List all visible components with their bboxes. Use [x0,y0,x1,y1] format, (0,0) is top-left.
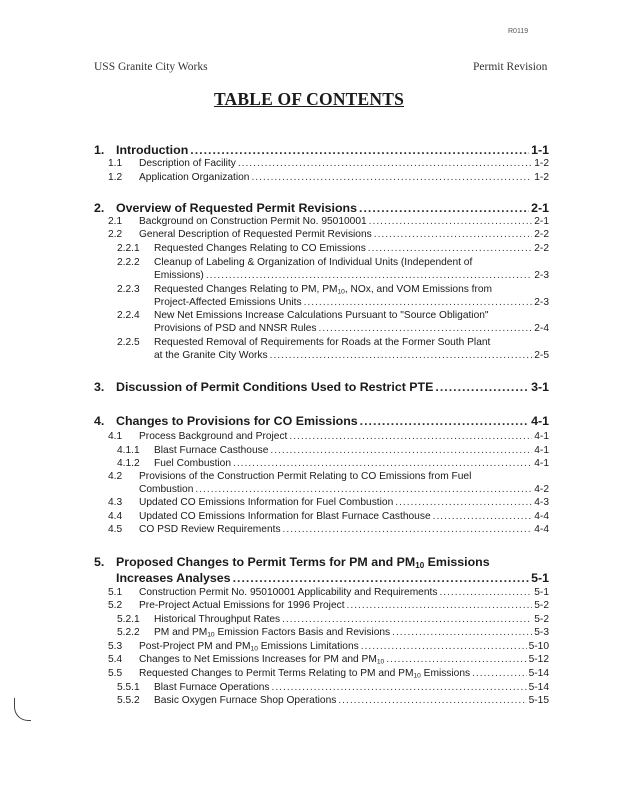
toc-title: New Net Emissions Increase Calculations Pursuant to "Source Obligation" [154,310,489,321]
toc-entry-2-2-4 [117,310,489,321]
dot-leader [386,654,526,665]
toc-title: Cleanup of Labeling & Organization of Individual Units (Independent of [154,257,473,268]
header-facility-name: USS Granite City Works [94,61,208,73]
dot-leader [190,143,529,157]
toc-title-pre: Post-Project PM and PM [139,641,251,652]
toc-number: 1.1 [108,158,123,169]
toc-number: 4.1.2 [117,458,140,469]
toc-title-pre: Changes to Net Emissions Increases for PM and PM [139,654,377,665]
toc-number: 2.2.5 [117,337,140,348]
dot-leader [472,668,527,679]
page-title: TABLE OF CONTENTS [213,89,405,109]
toc-title-continued: Project-Affected Emissions Units [154,297,302,308]
dot-leader [368,243,532,254]
subscript: 10 [250,645,258,652]
dot-leader [251,172,532,183]
toc-title: General Description of Requested Permit Revisions [139,229,372,240]
toc-title: Provisions of the Construction Permit Relating to CO Emissions from Fuel [139,471,472,482]
toc-number: 4. [94,414,105,428]
toc-title: CO PSD Review Requirements [139,524,281,535]
toc-title: Basic Oxygen Furnace Shop Operations [154,695,337,706]
toc-entry-2-2-2 [117,257,472,268]
toc-page: 4-4 [534,524,549,535]
toc-page: 2-4 [534,323,549,334]
toc-title: Process Background and Project [139,431,288,442]
toc-title: Pre-Project Actual Emissions for 1996 Project [139,600,345,611]
toc-entry-5-5-1 [117,682,549,693]
toc-entry-2 [94,201,549,215]
toc-entry-4-1-1 [117,445,549,456]
toc-title [154,627,390,638]
toc-number: 2.2.2 [117,257,140,268]
dot-leader [395,497,532,508]
toc-title: Application Organization [139,172,250,183]
toc-page: 2-3 [534,270,549,281]
toc-title [139,641,359,652]
toc-title: Background on Construction Permit No. 95010001 [139,216,367,227]
toc-number: 5.5.2 [117,695,140,706]
scan-margin-mark [14,698,31,721]
toc-number: 4.4 [108,511,123,522]
dot-leader [233,571,530,585]
toc-page: 3-1 [531,380,549,394]
toc-title: Overview of Requested Permit Revisions [116,201,358,215]
toc-page: 2-2 [534,229,549,240]
dot-leader [304,297,533,308]
toc-page: 1-2 [534,158,549,169]
toc-number: 5.5 [108,668,123,679]
dot-leader [338,695,526,706]
toc-number: 5.2.2 [117,627,140,638]
toc-page: 2-2 [534,243,549,254]
toc-entry-4-1-2 [117,458,549,469]
toc-entry-5-cont [116,571,549,585]
toc-entry-5-2 [108,600,549,611]
toc-number: 5.2.1 [117,614,140,625]
toc-title: Introduction [116,143,189,157]
toc-title: Updated CO Emissions Information for Blast Furnace Casthouse [139,511,431,522]
toc-page: 4-1 [534,445,549,456]
toc-title-rest: Emissions [424,555,490,569]
dot-leader [270,350,533,361]
header-document-type: Permit Revision [473,61,548,73]
toc-page: 2-1 [531,201,549,215]
toc-number: 5.2 [108,600,123,611]
toc-entry-2-1 [108,216,549,227]
toc-title: Blast Furnace Operations [154,682,270,693]
toc-title-pre: PM and PM [154,627,208,638]
toc-number: 1. [94,143,105,157]
toc-entry-4 [94,414,549,428]
toc-page: 5-2 [534,600,549,611]
subscript: 10 [413,672,421,679]
toc-title: Construction Permit No. 95010001 Applicability and Requirements [139,587,438,598]
dot-leader [369,216,533,227]
dot-leader [283,524,533,535]
toc-entry-4-4 [108,511,549,522]
toc-title: Requested Changes Relating to CO Emissions [154,243,366,254]
toc-number: 2.2.3 [117,284,140,295]
toc-entry-4-2 [108,471,471,482]
toc-entry-5-5 [108,668,549,679]
dot-leader [433,511,533,522]
dot-leader [282,614,532,625]
toc-number: 5.3 [108,641,123,652]
toc-page: 1-1 [531,143,549,157]
toc-number: 2. [94,201,105,215]
subscript: 10 [376,658,385,665]
toc-title [139,668,470,679]
dot-leader [233,458,532,469]
toc-entry-5 [94,555,490,569]
dot-leader [374,229,533,240]
subscript: 10 [415,561,425,570]
toc-page: 1-2 [534,172,549,183]
toc-page: 4-4 [534,511,549,522]
toc-page: 4-3 [534,497,549,508]
dot-leader [359,201,529,215]
toc-entry-2-2-3-cont [154,297,549,308]
toc-page: 2-1 [534,216,549,227]
toc-entry-2-2-2-cont [154,270,549,281]
toc-number: 4.3 [108,497,123,508]
toc-entry-4-2-cont [139,484,549,495]
toc-entry-5-2-2 [117,627,549,638]
toc-entry-5-5-2 [117,695,549,706]
toc-entry-5-1 [108,587,549,598]
toc-number: 1.2 [108,172,123,183]
toc-title-rest: Emissions [420,668,471,679]
toc-entry-2-2 [108,229,549,240]
dot-leader [289,431,532,442]
dot-leader [319,323,533,334]
subscript: 10 [207,631,215,638]
toc-entry-5-2-1 [117,614,549,625]
toc-entry-4-1 [108,431,549,442]
toc-page: 4-2 [534,484,549,495]
toc-page: 5-10 [528,641,549,652]
toc-page: 5-14 [528,668,549,679]
toc-number: 4.5 [108,524,123,535]
toc-page: 5-1 [531,571,549,585]
dot-leader [435,380,529,394]
toc-number: 3. [94,380,105,394]
toc-number: 5.4 [108,654,123,665]
toc-page: 5-2 [534,614,549,625]
toc-title: Discussion of Permit Conditions Used to Restrict PTE [116,380,434,394]
toc-page: 5-12 [528,654,549,665]
toc-page: 4-1 [534,458,549,469]
dot-leader [272,682,527,693]
toc-page: 5-1 [534,587,549,598]
toc-title-rest: , NOx, and VOM Emissions from [344,284,493,295]
toc-title-rest: Emission Factors Basis and Revisions [214,627,391,638]
toc-title-continued: Combustion [139,484,194,495]
toc-entry-1-2 [108,172,549,183]
toc-number: 2.2.1 [117,243,140,254]
toc-title: Changes to Provisions for CO Emissions [116,414,358,428]
toc-entry-2-2-5-cont [154,350,549,361]
dot-leader [195,484,532,495]
toc-number: 5.5.1 [117,682,140,693]
toc-number: 2.1 [108,216,123,227]
toc-title: Description of Facility [139,158,236,169]
toc-entry-4-5 [108,524,549,535]
toc-entry-2-2-3 [117,284,492,295]
toc-entry-4-3 [108,497,549,508]
toc-title: Fuel Combustion [154,458,232,469]
dot-leader [347,600,533,611]
toc-page: 5-3 [534,627,549,638]
subscript: 10 [337,288,345,296]
dot-leader [206,270,532,281]
toc-entry-1-1 [108,158,549,169]
toc-entry-2-2-1 [117,243,549,254]
toc-number: 4.1.1 [117,445,140,456]
toc-title: Proposed Changes to Permit Terms for PM and PM [116,555,416,569]
dot-leader [361,641,527,652]
toc-entry-2-2-4-cont [154,323,549,334]
toc-title-rest: Emissions Limitations [257,641,359,652]
toc-entry-5-3 [108,641,549,652]
toc-page: 5-15 [528,695,549,706]
toc-number: 2.2.4 [117,310,140,321]
toc-title-continued: at the Granite City Works [154,350,268,361]
dot-leader [238,158,532,169]
toc-number: 5.1 [108,587,123,598]
toc-title-pre: Requested Changes to Permit Terms Relating to PM and PM [139,668,414,679]
toc-number: 5. [94,555,105,569]
toc-title: Requested Removal of Requirements for Roads at the Former South Plant [154,337,491,348]
document-stamp: R0119 [508,28,529,35]
toc-page: 4-1 [534,431,549,442]
toc-title: Requested Changes Relating to PM, PM [154,284,338,295]
toc-title-continued: Emissions) [154,270,204,281]
toc-entry-5-4 [108,654,549,665]
toc-title [139,654,384,665]
toc-entry-1 [94,143,549,157]
toc-page: 2-5 [534,350,549,361]
toc-title: Historical Throughput Rates [154,614,281,625]
dot-leader [360,414,529,428]
toc-title: Updated CO Emissions Information for Fuel Combustion [139,497,394,508]
toc-title: Blast Furnace Casthouse [154,445,269,456]
dot-leader [270,445,532,456]
toc-number: 4.2 [108,471,123,482]
toc-title-continued: Increases Analyses [116,571,231,585]
toc-title-continued: Provisions of PSD and NNSR Rules [154,323,317,334]
dot-leader [439,587,532,598]
toc-page: 5-14 [528,682,549,693]
dot-leader [392,627,532,638]
toc-page: 2-3 [534,297,549,308]
toc-entry-3 [94,380,549,394]
toc-page: 4-1 [531,414,549,428]
toc-number: 4.1 [108,431,123,442]
toc-number: 2.2 [108,229,123,240]
toc-entry-2-2-5 [117,337,490,348]
